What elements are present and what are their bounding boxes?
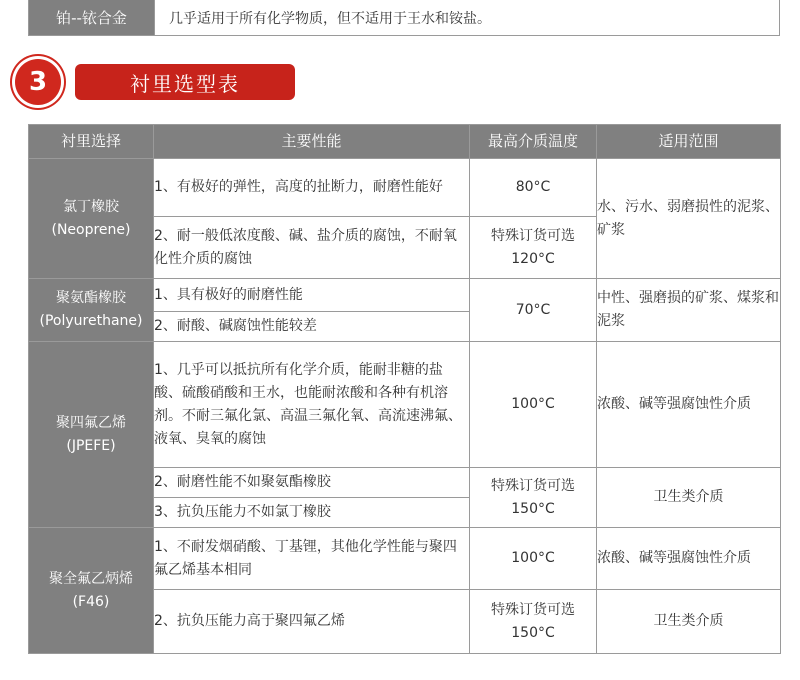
- material-description: 几乎适用于所有化学物质，但不适用于王水和铵盐。: [154, 0, 779, 35]
- property-cell: 1、具有极好的耐磨性能: [154, 279, 470, 312]
- temp-cell: [470, 217, 597, 279]
- lining-selection-table: [28, 124, 781, 654]
- property-cell: 2、耐一般低浓度酸、碱、盐介质的腐蚀，不耐氧化性介质的腐蚀: [154, 217, 470, 279]
- material-cell: [29, 528, 154, 654]
- scope-cell: 中性、强磨损的矿浆、煤浆和泥浆: [597, 279, 781, 342]
- table-header-row: [29, 125, 781, 159]
- table-row: [29, 342, 781, 468]
- header-lining: 衬里选择: [29, 125, 154, 159]
- header-max-temp: 最高介质温度: [470, 125, 597, 159]
- temp-cell: [470, 159, 597, 217]
- material-name: 氯丁橡胶: [63, 198, 119, 215]
- material-cell: [29, 159, 154, 279]
- material-cell: [29, 342, 154, 528]
- property-cell: 2、耐磨性能不如聚氨酯橡胶: [154, 468, 470, 498]
- temp-value: 150°C: [511, 624, 555, 641]
- section-header: [15, 56, 315, 108]
- temp-value: 100°C: [511, 550, 555, 566]
- property-cell: 3、抗负压能力不如氯丁橡胶: [154, 498, 470, 528]
- scope-cell: 浓酸、碱等强腐蚀性介质: [597, 342, 781, 468]
- material-name: 聚氨酯橡胶: [56, 290, 126, 306]
- temp-value: 80°C: [515, 179, 551, 195]
- material-name: 聚四氟乙烯: [56, 414, 126, 431]
- property-cell: 1、不耐发烟硝酸、丁基锂，其他化学性能与聚四氟乙烯基本相同: [154, 528, 470, 590]
- temp-note: 特殊订货可选: [491, 601, 575, 618]
- scope-cell: 卫生类介质: [597, 590, 781, 654]
- temp-cell: [470, 468, 597, 528]
- scope-cell: 卫生类介质: [597, 468, 781, 528]
- temp-note: 特殊订货可选: [491, 227, 575, 244]
- temp-cell: [470, 342, 597, 468]
- header-properties: 主要性能: [154, 125, 470, 159]
- property-cell: 1、几乎可以抵抗所有化学介质，能耐非糖的盐酸、硫酸硝酸和王水，也能耐浓酸和各种有机溶剂。不耐三氟化氯、高温三氟化氧、高流速沸氟、液氧、臭氧的腐蚀: [154, 342, 470, 468]
- material-name-en: (F46): [72, 593, 110, 610]
- temp-value: 120°C: [511, 250, 555, 267]
- scope-cell: 水、污水、弱磨损性的泥浆、矿浆: [597, 159, 781, 279]
- section-title: 衬里选型表: [75, 64, 295, 100]
- temp-cell: [470, 590, 597, 654]
- material-name: 聚全氟乙炳烯: [49, 570, 133, 587]
- material-name-en: (JPEFE): [66, 437, 116, 454]
- section-number-badge: 3: [15, 59, 61, 105]
- temp-cell: [470, 279, 597, 342]
- table-row: [29, 159, 781, 217]
- table-row: [29, 279, 781, 312]
- temp-value: 100°C: [511, 396, 555, 412]
- temp-cell: [470, 528, 597, 590]
- property-cell: 2、耐酸、碱腐蚀性能较差: [154, 312, 470, 342]
- material-label: 铂--铱合金: [29, 0, 154, 35]
- material-name-en: (Polyurethane): [39, 313, 143, 329]
- temp-value: 150°C: [511, 500, 555, 517]
- header-scope: 适用范围: [597, 125, 781, 159]
- material-cell: [29, 279, 154, 342]
- property-cell: 2、抗负压能力高于聚四氟乙烯: [154, 590, 470, 654]
- property-cell: 1、有极好的弹性，高度的扯断力，耐磨性能好: [154, 159, 470, 217]
- table-row: [29, 528, 781, 590]
- temp-note: 特殊订货可选: [491, 477, 575, 494]
- previous-table-last-row: [28, 0, 780, 36]
- scope-cell: 浓酸、碱等强腐蚀性介质: [597, 528, 781, 590]
- material-name-en: (Neoprene): [51, 221, 131, 238]
- temp-value: 70°C: [515, 301, 551, 318]
